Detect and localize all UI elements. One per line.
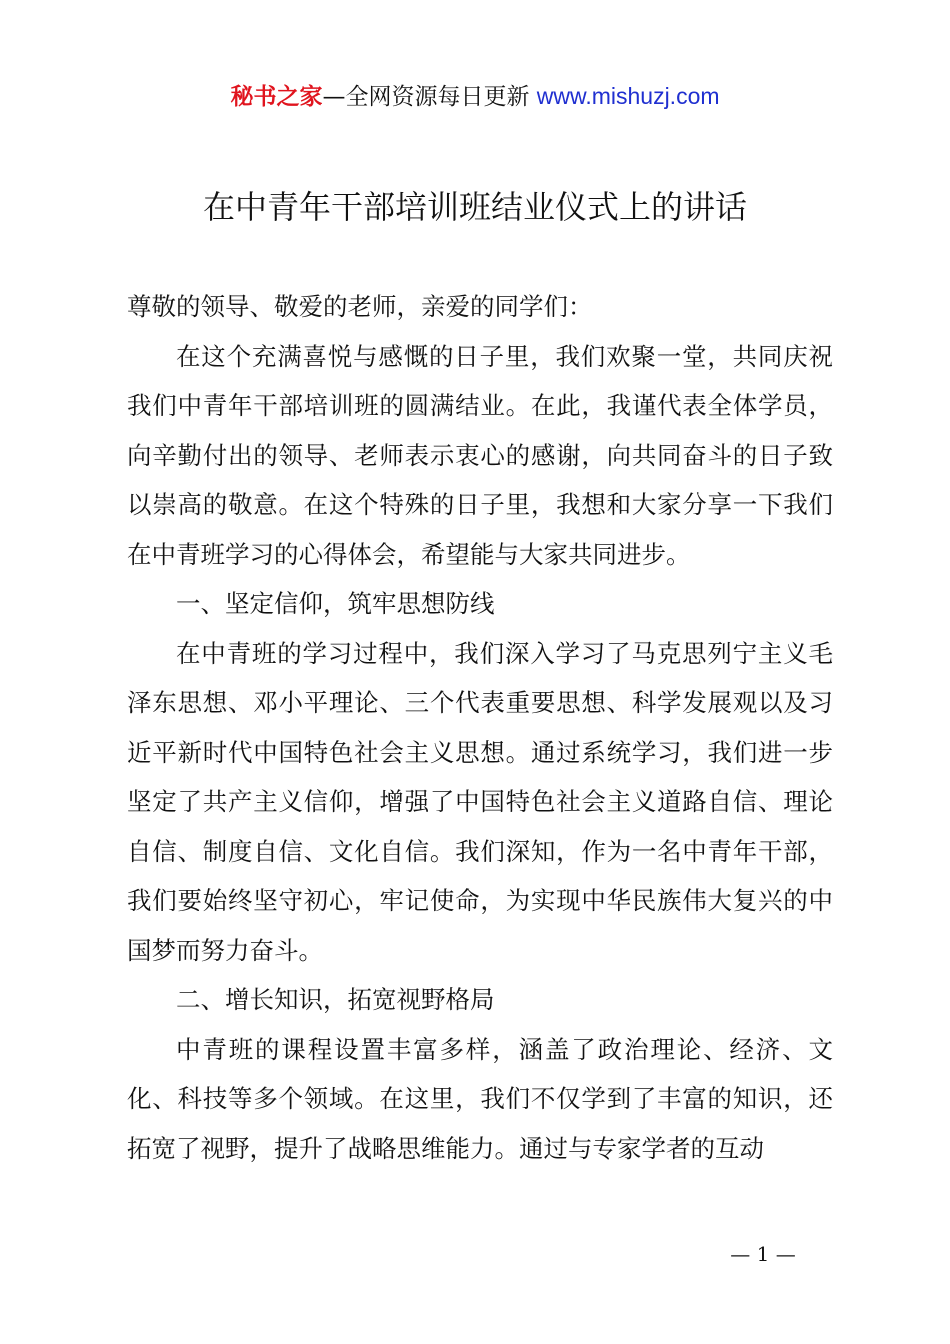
page-number: — 1 —	[730, 1242, 796, 1266]
paragraph-intro: 在这个充满喜悦与感慨的日子里，我们欢聚一堂，共同庆祝我们中青年干部培训班的圆满结业。在此，我谨代表全体学员，向辛勤付出的领导、老师表示衷心的感谢，向共同奋斗的日子致以崇高的敬意。在这个特殊的日子里，我想和大家分享一下我们在中青班学习的心得体会，希望能与大家共同进步。	[127, 341, 833, 569]
site-url-link[interactable]: www.mishuzj.com	[536, 83, 720, 109]
section-heading-2: 二、增长知识，拓宽视野格局	[176, 985, 495, 1014]
paragraph-section-1: 在中青班的学习过程中，我们深入学习了马克思列宁主义毛泽东思想、邓小平理论、三个代表重要思想、科学发展观以及习近平新时代中国特色社会主义思想。通过系统学习，我们进一步坚定了共产主义信仰，增强了中国特色社会主义道路自信、理论自信、制度自信、文化自信。我们深知，作为一名中青年干部，我们要始终坚守初心，牢记使命，为实现中华民族伟大复兴的中国梦而努力奋斗。	[127, 638, 833, 965]
document-title: 在中青年干部培训班结业仪式上的讲话	[202, 188, 747, 226]
salutation: 尊敬的领导、敬爱的老师，亲爱的同学们：	[127, 292, 593, 321]
document-body	[127, 282, 833, 1173]
site-brand: 秘书之家	[230, 84, 323, 110]
site-header	[0, 80, 950, 113]
paragraph-section-2: 中青班的课程设置丰富多样，涵盖了政治理论、经济、文化、科技等多个领域。在这里，我们不仅学到了丰富的知识，还拓宽了视野，提升了战略思维能力。通过与专家学者的互动	[127, 1034, 833, 1163]
site-slogan: —全网资源每日更新	[322, 84, 530, 110]
section-heading-1: 一、坚定信仰，筑牢思想防线	[176, 589, 495, 618]
